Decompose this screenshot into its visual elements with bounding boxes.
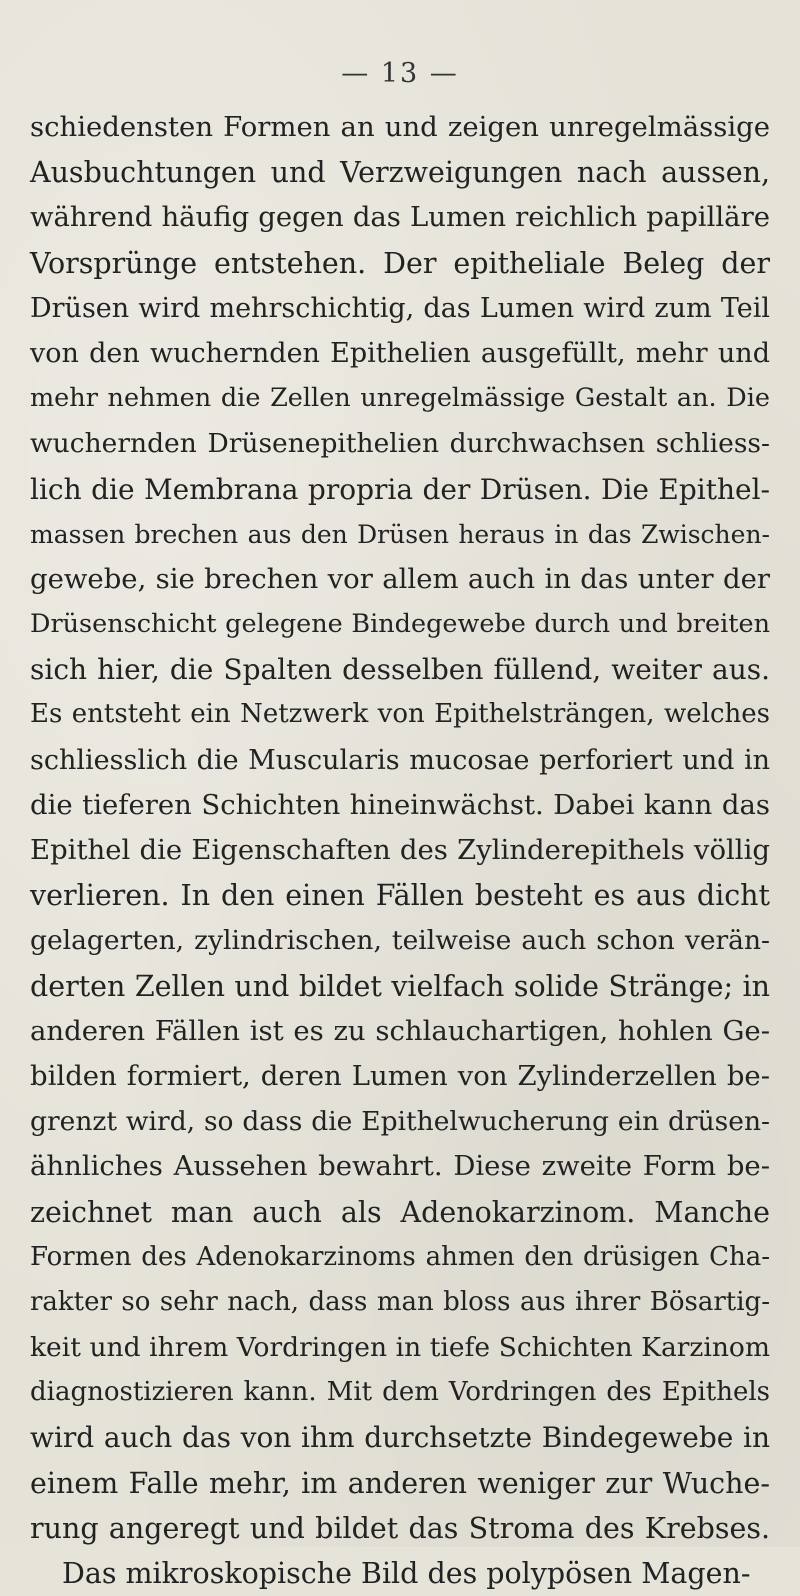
text-line: Es entsteht ein Netzwerk von Epithelsträngen, welches xyxy=(30,699,770,730)
text-line: Vorsprünge entstehen. Der epitheliale Beleg der xyxy=(30,246,770,280)
text-line: rakter so sehr nach, dass man bloss aus ihrer Bösartig- xyxy=(30,1286,770,1317)
text-line: massen brechen aus den Drüsen heraus in das Zwischen- xyxy=(30,519,770,549)
text-line: Formen des Adenokarzinoms ahmen den drüsigen Cha- xyxy=(30,1241,770,1272)
text-line: zeichnet man auch als Adenokarzinom. Manche xyxy=(30,1195,770,1229)
text-line: während häufig gegen das Lumen reichlich papilläre xyxy=(30,201,770,234)
text-line: mehr nehmen die Zellen unregelmässige Gestalt an. Die xyxy=(30,383,770,414)
text-line: die tieferen Schichten hineinwächst. Dabei kann das xyxy=(30,788,770,821)
text-line: anderen Fällen ist es zu schlauchartigen, hohlen Ge- xyxy=(30,1014,770,1047)
text-line: derten Zellen und bildet vielfach solide Stränge; in xyxy=(30,969,770,1003)
text-line: Das mikroskopische Bild des polypösen Magen- xyxy=(62,1557,751,1590)
text-line: von den wuchernden Epithelien ausgefüllt, mehr und xyxy=(30,337,770,369)
text-line: rung angeregt und bildet das Stroma des Krebses. xyxy=(30,1511,770,1545)
text-line: Epithel die Eigenschaften des Zylinderepithels völlig xyxy=(30,834,770,866)
text-line: wuchernden Drüsenepithelien durchwachsen schliess- xyxy=(30,428,770,460)
text-line: Drüsenschicht gelegene Bindegewebe durch und breiten xyxy=(30,609,770,640)
text-line: wird auch das von ihm durchsetzte Bindegewebe in xyxy=(30,1421,770,1455)
body-text xyxy=(30,105,770,1596)
text-line: Ausbuchtungen und Verzweigungen nach aussen, xyxy=(30,156,770,190)
text-line: verlieren. In den einen Fällen besteht es aus dicht xyxy=(30,879,770,913)
text-line: bilden formiert, deren Lumen von Zylinderzellen be- xyxy=(30,1059,770,1092)
text-line: schliesslich die Muscularis mucosae perforiert und in xyxy=(30,744,770,776)
text-line: Drüsen wird mehrschichtig, das Lumen wird zum Teil xyxy=(30,292,770,324)
text-line: einem Falle mehr, im anderen weniger zur Wuche- xyxy=(30,1466,770,1500)
text-line: ähnliches Aussehen bewahrt. Diese zweite Form be- xyxy=(30,1150,770,1183)
text-line: sich hier, die Spalten desselben füllend, weiter aus. xyxy=(30,653,770,687)
text-line: lich die Membrana propria der Drüsen. Die Epithel- xyxy=(30,472,770,506)
text-line: gelagerten, zylindrischen, teilweise auch schon verän- xyxy=(30,925,770,957)
text-line: schiedensten Formen an und zeigen unregelmässige xyxy=(30,111,770,143)
text-line: diagnostizieren kann. Mit dem Vordringen des Epithels xyxy=(30,1377,770,1408)
page-number: — 13 — xyxy=(341,58,459,89)
text-line: grenzt wird, so dass die Epithelwucherung ein drüsen- xyxy=(30,1106,770,1138)
text-line: gewebe, sie brechen vor allem auch in das unter der xyxy=(30,562,770,595)
text-line: keit und ihrem Vordringen in tiefe Schichten Karzinom xyxy=(30,1332,770,1364)
